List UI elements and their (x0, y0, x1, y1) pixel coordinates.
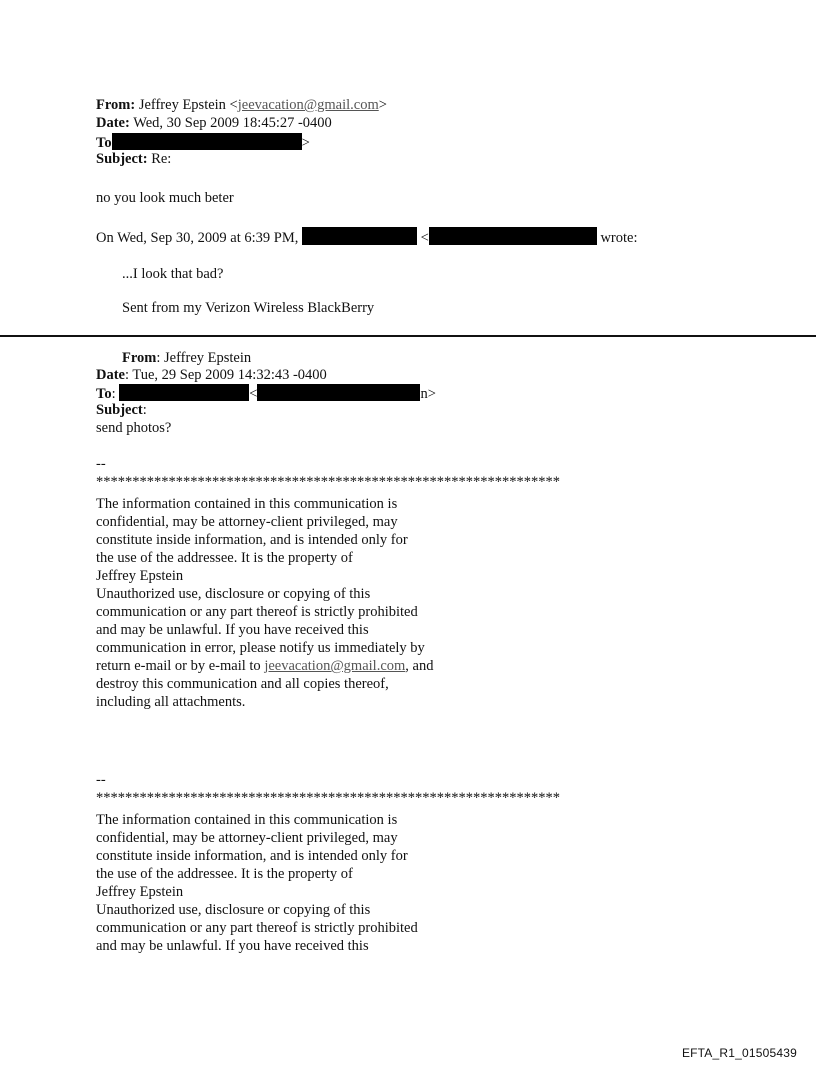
return-prefix: return e-mail or by e-mail to (96, 658, 265, 674)
redaction-box (112, 133, 302, 150)
orig-date-value: : Tue, 29 Sep 2009 14:32:43 -0400 (125, 367, 327, 383)
to-close: > (301, 135, 310, 151)
date-line (96, 115, 332, 131)
orig-subject-label: Subject (96, 402, 143, 418)
orig-to-close: n> (420, 386, 436, 402)
orig-from-label: From (122, 350, 157, 366)
signature-dashes: -- (96, 456, 106, 472)
reply-text: no you look much beter (96, 190, 234, 206)
orig-message: send photos? (96, 420, 172, 436)
attribution-suffix: wrote: (600, 230, 638, 246)
subject-label: Subject: (96, 151, 148, 167)
to-line (96, 133, 310, 151)
orig-from-line (122, 350, 251, 366)
redaction-box (119, 384, 249, 401)
disclaimer-line: the use of the addressee. It is the property of (96, 550, 353, 566)
orig-subject-line (96, 402, 147, 418)
signature-stars: **************************************************************** (96, 474, 560, 490)
redaction-box (429, 227, 597, 245)
orig-date-line (96, 367, 327, 383)
disclaimer-line: constitute inside information, and is intended only for (96, 532, 408, 548)
attribution-prefix: On Wed, Sep 30, 2009 at 6:39 PM, (96, 230, 299, 246)
disclaimer-line: Unauthorized use, disclosure or copying of this (96, 902, 371, 918)
orig-to-label: To (96, 386, 112, 402)
date-value: Wed, 30 Sep 2009 18:45:27 -0400 (133, 115, 332, 131)
return-email-link[interactable]: jeevacation@gmail.com (264, 658, 406, 674)
from-label: From: (96, 97, 136, 113)
disclaimer-line: and may be unlawful. If you have received this (96, 622, 369, 638)
redaction-box (257, 384, 420, 401)
orig-subject-colon: : (142, 402, 147, 418)
disclaimer-line: including all attachments. (96, 694, 246, 710)
quote-attribution (96, 227, 637, 246)
disclaimer-line: confidential, may be attorney-client privileged, may (96, 830, 398, 846)
disclaimer-line: Jeffrey Epstein (96, 884, 184, 900)
from-close: > (378, 97, 387, 113)
disclaimer-line: communication in error, please notify us immediately by (96, 640, 425, 656)
redaction-box (302, 227, 417, 245)
orig-from-value: : Jeffrey Epstein (156, 350, 252, 366)
disclaimer-line: communication or any part thereof is strictly prohibited (96, 604, 418, 620)
date-label: Date: (96, 115, 130, 131)
disclaimer-line: destroy this communication and all copies thereof, (96, 676, 389, 692)
disclaimer-line: Unauthorized use, disclosure or copying of this (96, 586, 371, 602)
disclaimer-line: Jeffrey Epstein (96, 568, 184, 584)
return-suffix: , and (405, 658, 434, 674)
from-line (96, 97, 387, 113)
from-name: Jeffrey Epstein < (138, 97, 238, 113)
subject-value: Re: (151, 151, 172, 167)
quote-line-1: ...I look that bad? (122, 266, 224, 282)
document-id: EFTA_R1_01505439 (681, 1046, 797, 1060)
orig-date-label: Date (96, 367, 125, 383)
disclaimer-line: constitute inside information, and is intended only for (96, 848, 408, 864)
quote-line-2: Sent from my Verizon Wireless BlackBerry (122, 300, 375, 316)
disclaimer-line: the use of the addressee. It is the property of (96, 866, 353, 882)
attribution-lt: < (420, 230, 429, 246)
signature-stars: **************************************************************** (96, 790, 560, 806)
divider-rule (0, 335, 816, 337)
from-email-link[interactable]: jeevacation@gmail.com (237, 97, 379, 113)
orig-to-line (96, 384, 436, 402)
orig-to-lt: < (249, 386, 258, 402)
disclaimer-return-line (96, 658, 433, 674)
disclaimer-line: communication or any part thereof is strictly prohibited (96, 920, 418, 936)
disclaimer-line: The information contained in this communication is (96, 812, 398, 828)
signature-dashes: -- (96, 772, 106, 788)
to-label: To (96, 135, 112, 151)
orig-to-colon: : (111, 386, 116, 402)
disclaimer-line: and may be unlawful. If you have received this (96, 938, 369, 954)
disclaimer-line: confidential, may be attorney-client privileged, may (96, 514, 398, 530)
subject-line (96, 151, 171, 167)
disclaimer-line: The information contained in this communication is (96, 496, 398, 512)
